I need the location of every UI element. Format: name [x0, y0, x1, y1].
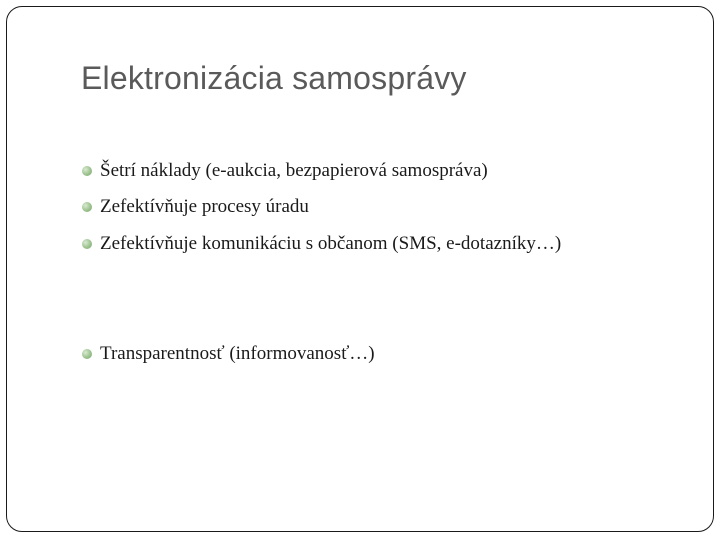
bullet-dot-icon	[82, 349, 92, 359]
bullet-text: Zefektívňuje procesy úradu	[100, 196, 309, 217]
slide-title: Elektronizácia samosprávy	[81, 60, 467, 96]
bullet-text: Zefektívňuje komunikáciu s občanom (SMS, e-dotazníky…)	[100, 233, 562, 254]
bullet-item	[82, 195, 309, 219]
bullet-item	[82, 232, 561, 256]
bullet-dot-icon	[82, 239, 92, 249]
bullet-dot-icon	[82, 202, 92, 212]
bullet-dot-icon	[82, 166, 92, 176]
bullet-text: Transparentnosť (informovanosť…)	[100, 343, 375, 364]
bullet-item	[82, 159, 488, 183]
bullet-text: Šetrí náklady (e-aukcia, bezpapierová samospráva)	[100, 160, 488, 181]
bullet-item	[82, 342, 375, 366]
